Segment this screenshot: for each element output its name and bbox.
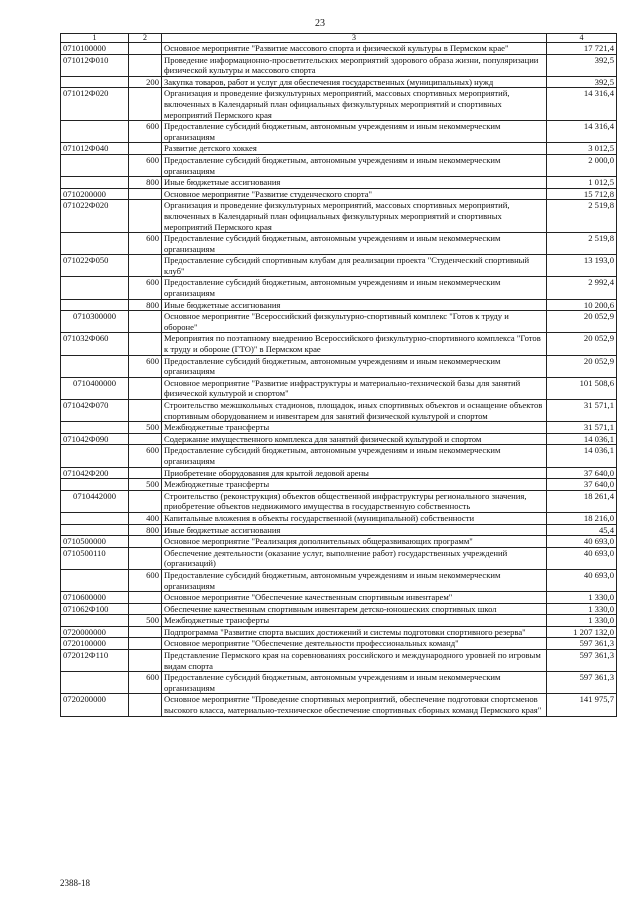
item-name-cell: Предоставление субсидий бюджетным, автономным учреждениям и иным некоммерческим организациям bbox=[162, 445, 547, 467]
item-name-cell: Основное мероприятие "Всероссийский физкультурно-спортивный комплекс "Готов к труду и обороне" bbox=[162, 311, 547, 333]
amount-cell: 10 200,6 bbox=[547, 299, 617, 311]
code-cell: 071022Ф020 bbox=[61, 200, 129, 233]
code-cell bbox=[61, 355, 129, 377]
amount-cell: 31 571,1 bbox=[547, 422, 617, 434]
table-row bbox=[61, 445, 617, 467]
expense-type-cell bbox=[129, 638, 162, 650]
code-cell: 0710500110 bbox=[61, 547, 129, 569]
item-name-cell: Иные бюджетные ассигнования bbox=[162, 524, 547, 536]
table-row bbox=[61, 121, 617, 143]
amount-cell: 45,4 bbox=[547, 524, 617, 536]
expense-type-cell: 600 bbox=[129, 569, 162, 591]
expense-type-cell: 500 bbox=[129, 615, 162, 627]
item-name-cell: Основное мероприятие "Проведение спортивных мероприятий, обеспечение подготовки спортсменов высокого класса, материально-техническое обеспечение спортивных сборных команд Пермского края" bbox=[162, 694, 547, 716]
code-cell: 0720200000 bbox=[61, 694, 129, 716]
amount-cell: 37 640,0 bbox=[547, 467, 617, 479]
code-cell bbox=[61, 569, 129, 591]
expense-type-cell bbox=[129, 88, 162, 121]
expense-type-cell bbox=[129, 536, 162, 548]
amount-cell: 392,5 bbox=[547, 54, 617, 76]
amount-cell: 2 992,4 bbox=[547, 277, 617, 299]
amount-cell: 18 216,0 bbox=[547, 512, 617, 524]
code-cell bbox=[61, 177, 129, 189]
item-name-cell: Строительство (реконструкция) объектов общественной инфраструктуры регионального значения, приобретение объектов недвижимого имущества в государственную собственность bbox=[162, 490, 547, 512]
code-cell bbox=[61, 76, 129, 88]
code-cell: 071062Ф100 bbox=[61, 603, 129, 615]
item-name-cell: Иные бюджетные ассигнования bbox=[162, 299, 547, 311]
code-cell: 0710100000 bbox=[61, 43, 129, 55]
amount-cell: 14 316,4 bbox=[547, 88, 617, 121]
table-row bbox=[61, 188, 617, 200]
item-name-cell: Закупка товаров, работ и услуг для обеспечения государственных (муниципальных) нужд bbox=[162, 76, 547, 88]
code-cell bbox=[61, 422, 129, 434]
code-cell: 0720100000 bbox=[61, 638, 129, 650]
expense-type-cell bbox=[129, 490, 162, 512]
code-cell: 0710600000 bbox=[61, 592, 129, 604]
item-name-cell: Обеспечение качественным спортивным инвентарем детско-юношеских спортивных школ bbox=[162, 603, 547, 615]
amount-cell: 13 193,0 bbox=[547, 255, 617, 277]
table-row bbox=[61, 177, 617, 189]
page-number: 23 bbox=[315, 18, 325, 29]
item-name-cell: Предоставление субсидий бюджетным, автономным учреждениям и иным некоммерческим организациям bbox=[162, 355, 547, 377]
expense-type-cell bbox=[129, 311, 162, 333]
amount-cell: 597 361,3 bbox=[547, 650, 617, 672]
item-name-cell: Обеспечение деятельности (оказание услуг, выполнение работ) государственных учреждений (организаций) bbox=[162, 547, 547, 569]
item-name-cell: Предоставление субсидий бюджетным, автономным учреждениям и иным некоммерческим организациям bbox=[162, 277, 547, 299]
header-col-4: 4 bbox=[547, 34, 617, 43]
table-row bbox=[61, 694, 617, 716]
table-row bbox=[61, 143, 617, 155]
amount-cell: 2 519,8 bbox=[547, 233, 617, 255]
code-cell: 071022Ф050 bbox=[61, 255, 129, 277]
expense-type-cell bbox=[129, 188, 162, 200]
expense-type-cell: 500 bbox=[129, 479, 162, 491]
item-name-cell: Предоставление субсидий бюджетным, автономным учреждениям и иным некоммерческим организациям bbox=[162, 233, 547, 255]
expense-type-cell: 800 bbox=[129, 524, 162, 536]
expense-type-cell bbox=[129, 255, 162, 277]
code-cell: 071042Ф070 bbox=[61, 400, 129, 422]
expense-type-cell: 600 bbox=[129, 355, 162, 377]
expense-type-cell: 800 bbox=[129, 177, 162, 189]
table-row bbox=[61, 672, 617, 694]
expense-type-cell bbox=[129, 592, 162, 604]
code-cell bbox=[61, 277, 129, 299]
amount-cell: 14 036,1 bbox=[547, 433, 617, 445]
amount-cell: 20 052,9 bbox=[547, 355, 617, 377]
expense-type-cell bbox=[129, 43, 162, 55]
amount-cell: 20 052,9 bbox=[547, 333, 617, 355]
code-cell: 071042Ф200 bbox=[61, 467, 129, 479]
expense-type-cell bbox=[129, 650, 162, 672]
code-cell bbox=[61, 299, 129, 311]
item-name-cell: Основное мероприятие "Обеспечение качественным спортивным инвентарем" bbox=[162, 592, 547, 604]
code-cell: 0720000000 bbox=[61, 626, 129, 638]
expense-type-cell bbox=[129, 377, 162, 399]
header-col-3: 3 bbox=[162, 34, 547, 43]
item-name-cell: Предоставление субсидий спортивным клубам для реализации проекта "Студенческий спортивный клуб" bbox=[162, 255, 547, 277]
table-row bbox=[61, 76, 617, 88]
budget-table bbox=[60, 33, 617, 717]
item-name-cell: Приобретение оборудования для крытой ледовой арены bbox=[162, 467, 547, 479]
code-cell: 0710200000 bbox=[61, 188, 129, 200]
item-name-cell: Основное мероприятие "Развитие инфраструктуры и материально-технической базы для занятий физической культурой и спортом" bbox=[162, 377, 547, 399]
amount-cell: 1 330,0 bbox=[547, 603, 617, 615]
table-row bbox=[61, 638, 617, 650]
item-name-cell: Основное мероприятие "Развитие студенческого спорта" bbox=[162, 188, 547, 200]
item-name-cell: Иные бюджетные ассигнования bbox=[162, 177, 547, 189]
table-row bbox=[61, 467, 617, 479]
expense-type-cell bbox=[129, 54, 162, 76]
item-name-cell: Представление Пермского края на соревнованиях российского и международного уровней по игровым видам спорта bbox=[162, 650, 547, 672]
amount-cell: 14 316,4 bbox=[547, 121, 617, 143]
item-name-cell: Капитальные вложения в объекты государственной (муниципальной) собственности bbox=[162, 512, 547, 524]
expense-type-cell: 600 bbox=[129, 233, 162, 255]
expense-type-cell bbox=[129, 467, 162, 479]
code-cell: 0710400000 bbox=[61, 377, 129, 399]
amount-cell: 14 036,1 bbox=[547, 445, 617, 467]
amount-cell: 141 975,7 bbox=[547, 694, 617, 716]
table-row bbox=[61, 512, 617, 524]
table-row bbox=[61, 154, 617, 176]
table-row bbox=[61, 233, 617, 255]
code-cell bbox=[61, 479, 129, 491]
table-row bbox=[61, 626, 617, 638]
expense-type-cell bbox=[129, 626, 162, 638]
expense-type-cell bbox=[129, 200, 162, 233]
table-row bbox=[61, 603, 617, 615]
item-name-cell: Межбюджетные трансферты bbox=[162, 479, 547, 491]
expense-type-cell bbox=[129, 400, 162, 422]
amount-cell: 17 721,4 bbox=[547, 43, 617, 55]
table-row bbox=[61, 377, 617, 399]
amount-cell: 392,5 bbox=[547, 76, 617, 88]
table-row bbox=[61, 54, 617, 76]
expense-type-cell bbox=[129, 143, 162, 155]
amount-cell: 1 207 132,0 bbox=[547, 626, 617, 638]
table-row bbox=[61, 524, 617, 536]
code-cell: 071032Ф060 bbox=[61, 333, 129, 355]
code-cell: 072012Ф110 bbox=[61, 650, 129, 672]
table-row bbox=[61, 490, 617, 512]
expense-type-cell bbox=[129, 694, 162, 716]
item-name-cell: Предоставление субсидий бюджетным, автономным учреждениям и иным некоммерческим организациям bbox=[162, 672, 547, 694]
table-row bbox=[61, 650, 617, 672]
expense-type-cell: 500 bbox=[129, 422, 162, 434]
header-col-2: 2 bbox=[129, 34, 162, 43]
item-name-cell: Организация и проведение физкультурных мероприятий, массовых спортивных мероприятий, включенных в Календарный план официальных физкультурных мероприятий и спортивных мероприятий Пермского края bbox=[162, 200, 547, 233]
code-cell bbox=[61, 121, 129, 143]
table-row bbox=[61, 592, 617, 604]
expense-type-cell: 400 bbox=[129, 512, 162, 524]
expense-type-cell: 600 bbox=[129, 277, 162, 299]
item-name-cell: Основное мероприятие "Обеспечение деятельности профессиональных команд" bbox=[162, 638, 547, 650]
table-row bbox=[61, 355, 617, 377]
code-cell bbox=[61, 524, 129, 536]
code-cell: 0710442000 bbox=[61, 490, 129, 512]
code-cell bbox=[61, 615, 129, 627]
amount-cell: 1 330,0 bbox=[547, 615, 617, 627]
code-cell: 071012Ф020 bbox=[61, 88, 129, 121]
amount-cell: 40 693,0 bbox=[547, 536, 617, 548]
item-name-cell: Межбюджетные трансферты bbox=[162, 422, 547, 434]
code-cell bbox=[61, 445, 129, 467]
code-cell bbox=[61, 154, 129, 176]
table-row bbox=[61, 400, 617, 422]
item-name-cell: Проведение информационно-просветительских мероприятий здорового образа жизни, популяризации физической культуры и массового спорта bbox=[162, 54, 547, 76]
expense-type-cell bbox=[129, 333, 162, 355]
amount-cell: 597 361,3 bbox=[547, 672, 617, 694]
item-name-cell: Содержание имущественного комплекса для занятий физической культурой и спортом bbox=[162, 433, 547, 445]
item-name-cell: Основное мероприятие "Реализация дополнительных общеразвивающих программ" bbox=[162, 536, 547, 548]
expense-type-cell: 600 bbox=[129, 154, 162, 176]
expense-type-cell bbox=[129, 433, 162, 445]
code-cell: 071012Ф010 bbox=[61, 54, 129, 76]
code-cell bbox=[61, 512, 129, 524]
table-row bbox=[61, 479, 617, 491]
expense-type-cell bbox=[129, 603, 162, 615]
table-row bbox=[61, 255, 617, 277]
item-name-cell: Мероприятия по поэтапному внедрению Всероссийского физкультурно-спортивного комплекса "Готов к труду и обороне (ГТО)" в Пермском крае bbox=[162, 333, 547, 355]
item-name-cell: Подпрограмма "Развитие спорта высших достижений и системы подготовки спортивного резерва" bbox=[162, 626, 547, 638]
table-row bbox=[61, 333, 617, 355]
table-row bbox=[61, 536, 617, 548]
amount-cell: 1 330,0 bbox=[547, 592, 617, 604]
table-row bbox=[61, 88, 617, 121]
amount-cell: 597 361,3 bbox=[547, 638, 617, 650]
item-name-cell: Межбюджетные трансферты bbox=[162, 615, 547, 627]
item-name-cell: Предоставление субсидий бюджетным, автономным учреждениям и иным некоммерческим организациям bbox=[162, 154, 547, 176]
item-name-cell: Строительство межшкольных стадионов, площадок, иных спортивных объектов и оснащение объектов спортивным оборудованием и инвентарем для занятий физической культурой и спортом bbox=[162, 400, 547, 422]
table-row bbox=[61, 422, 617, 434]
code-cell: 071042Ф090 bbox=[61, 433, 129, 445]
header-col-1: 1 bbox=[61, 34, 129, 43]
amount-cell: 20 052,9 bbox=[547, 311, 617, 333]
code-cell bbox=[61, 672, 129, 694]
table-row bbox=[61, 43, 617, 55]
item-name-cell: Предоставление субсидий бюджетным, автономным учреждениям и иным некоммерческим организациям bbox=[162, 121, 547, 143]
amount-cell: 101 508,6 bbox=[547, 377, 617, 399]
code-cell: 0710500000 bbox=[61, 536, 129, 548]
amount-cell: 40 693,0 bbox=[547, 569, 617, 591]
amount-cell: 2 519,8 bbox=[547, 200, 617, 233]
amount-cell: 40 693,0 bbox=[547, 547, 617, 569]
amount-cell: 18 261,4 bbox=[547, 490, 617, 512]
table-body bbox=[61, 43, 617, 717]
table-row bbox=[61, 433, 617, 445]
expense-type-cell: 600 bbox=[129, 121, 162, 143]
table-row bbox=[61, 569, 617, 591]
amount-cell: 2 000,0 bbox=[547, 154, 617, 176]
code-cell: 0710300000 bbox=[61, 311, 129, 333]
table-header-row bbox=[61, 34, 617, 43]
item-name-cell: Развитие детского хоккея bbox=[162, 143, 547, 155]
table-row bbox=[61, 200, 617, 233]
table-row bbox=[61, 547, 617, 569]
expense-type-cell: 200 bbox=[129, 76, 162, 88]
amount-cell: 37 640,0 bbox=[547, 479, 617, 491]
amount-cell: 3 012,5 bbox=[547, 143, 617, 155]
table-row bbox=[61, 615, 617, 627]
expense-type-cell: 600 bbox=[129, 672, 162, 694]
amount-cell: 31 571,1 bbox=[547, 400, 617, 422]
expense-type-cell bbox=[129, 547, 162, 569]
amount-cell: 15 712,8 bbox=[547, 188, 617, 200]
expense-type-cell: 800 bbox=[129, 299, 162, 311]
item-name-cell: Основное мероприятие "Развитие массового спорта и физической культуры в Пермском крае" bbox=[162, 43, 547, 55]
expense-type-cell: 600 bbox=[129, 445, 162, 467]
table-row bbox=[61, 311, 617, 333]
amount-cell: 1 012,5 bbox=[547, 177, 617, 189]
code-cell bbox=[61, 233, 129, 255]
table-row bbox=[61, 277, 617, 299]
item-name-cell: Организация и проведение физкультурных мероприятий, массовых спортивных мероприятий, включенных в Календарный план официальных физкультурных мероприятий и спортивных мероприятий Пермского края bbox=[162, 88, 547, 121]
table-row bbox=[61, 299, 617, 311]
code-cell: 071012Ф040 bbox=[61, 143, 129, 155]
item-name-cell: Предоставление субсидий бюджетным, автономным учреждениям и иным некоммерческим организациям bbox=[162, 569, 547, 591]
document-code: 2388-18 bbox=[60, 878, 90, 888]
